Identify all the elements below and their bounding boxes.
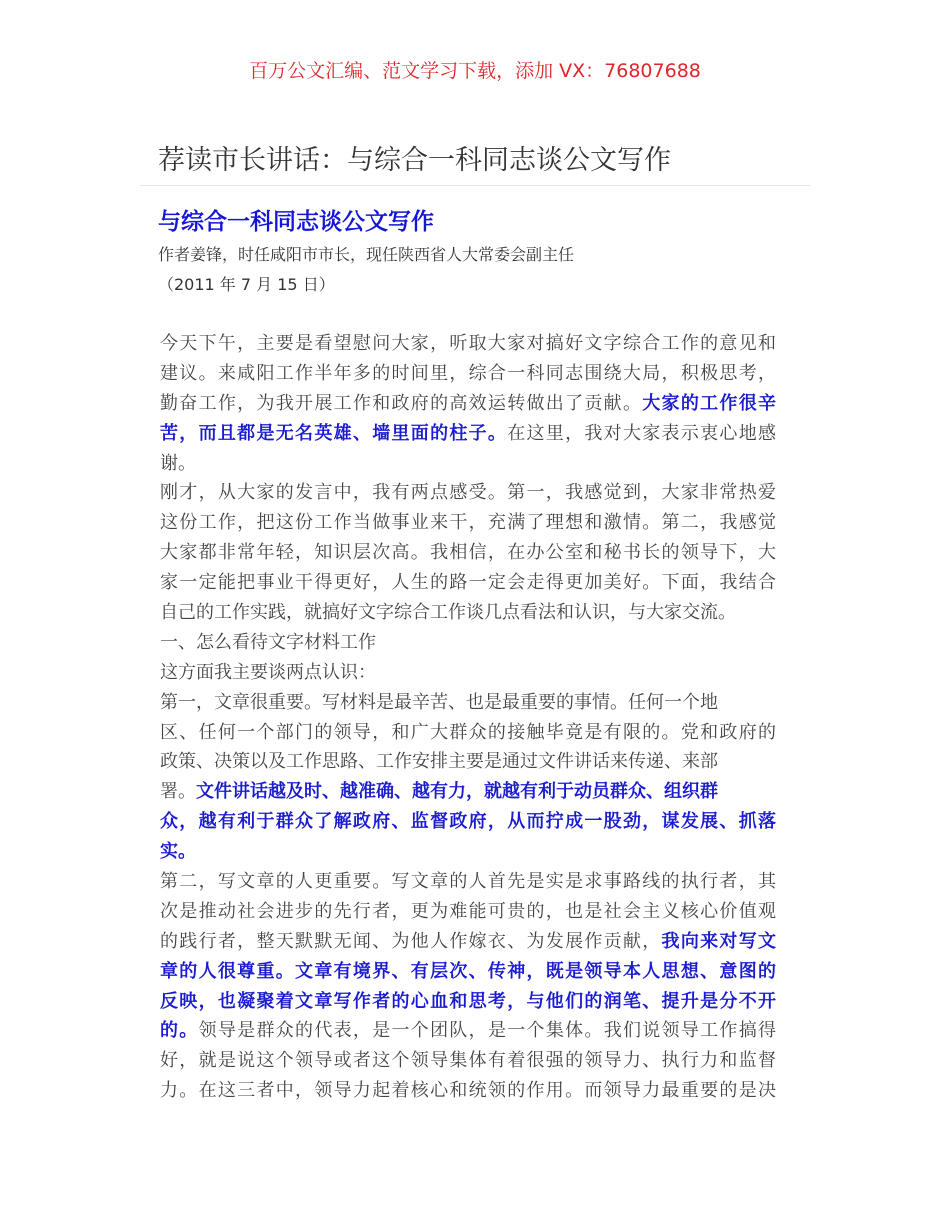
body-text: 建议。来咸阳工作半年多的时间里，综合一科同志围绕大局，积极思考， <box>160 362 776 384</box>
text-line <box>160 747 776 777</box>
emphasized-text: 我向来对写文 <box>661 930 776 952</box>
body-text: 领导是群众的代表，是一个团队，是一个集体。我们说领导工作搞得 <box>198 1020 777 1042</box>
body-text: 勤奋工作，为我开展工作和政府的高效运转做出了贡献。 <box>160 392 643 414</box>
text-line <box>160 568 776 598</box>
text-line <box>160 867 776 897</box>
text-line <box>160 807 776 837</box>
text-line <box>160 478 776 508</box>
emphasized-text: 文件讲话越及时、越准确、越有力，就越有利于动员群众、组织群 <box>196 781 718 803</box>
text-line <box>160 897 776 927</box>
text-line <box>160 927 776 957</box>
body-text: 力。在这三者中，领导力起着核心和统领的作用。而领导力最重要的是决 <box>160 1080 776 1102</box>
body-text: 谢。 <box>160 452 196 474</box>
body-text: 大家都非常年轻，知识层次高。我相信，在办公室和秘书长的领导下，大 <box>160 542 776 564</box>
text-line <box>160 837 776 867</box>
emphasized-text: 众，越有利于群众了解政府、监督政府，从而拧成一股劲，谋发展、抓落 <box>160 811 776 833</box>
text-line <box>160 957 776 987</box>
page-title: 荐读市长讲话：与综合一科同志谈公文写作 <box>158 145 671 176</box>
article-body <box>160 329 776 1106</box>
body-text: 好，就是说这个领导或者这个领导集体有着很强的领导力、执行力和监督 <box>160 1050 776 1072</box>
promo-banner: 百万公文汇编、范文学习下载，添加 VX：76807688 <box>249 60 701 82</box>
emphasized-text: 章的人很尊重。文章有境界、有层次、传神，既是领导本人思想、意图的 <box>160 960 776 982</box>
text-line <box>160 718 776 748</box>
title-divider <box>140 185 810 186</box>
text-line <box>160 1016 776 1046</box>
date-line: （2011 年 7 月 15 日） <box>158 275 335 294</box>
text-line <box>160 628 776 658</box>
body-text: 在这里，我对大家表示衷心地感 <box>507 422 777 444</box>
emphasized-text: 苦，而且都是无名英雄、墙里面的柱子。 <box>160 422 508 444</box>
text-line <box>160 538 776 568</box>
emphasized-text: 实。 <box>160 841 196 863</box>
body-text: 这方面我主要谈两点认识： <box>160 661 376 683</box>
text-line <box>160 359 776 389</box>
body-text: 刚才，从大家的发言中，我有两点感受。第一，我感觉到，大家非常热爱 <box>160 482 776 504</box>
text-line <box>160 389 776 419</box>
text-line <box>160 329 776 359</box>
body-text: 政策、决策以及工作思路、工作安排主要是通过文件讲话来传递、来部 <box>160 751 718 773</box>
body-text: 的践行者，整天默默无闻、为他人作嫁衣、为发展作贡献， <box>160 930 662 952</box>
text-line <box>160 1046 776 1076</box>
text-line <box>160 449 776 479</box>
body-text: 第二，写文章的人更重要。写文章的人首先是实是求事路线的执行者，其 <box>160 871 776 893</box>
emphasized-text: 大家的工作很辛 <box>642 392 777 414</box>
emphasized-text: 反映，也凝聚着文章写作者的心血和思考，与他们的润笔、提升是分不开 <box>160 990 776 1012</box>
text-line <box>160 658 776 688</box>
body-text: 自己的工作实践，就搞好文字综合工作谈几点看法和认识，与大家交流。 <box>160 602 736 624</box>
body-text: 家一定能把事业干得更好，人生的路一定会走得更加美好。下面，我结合 <box>160 572 776 594</box>
text-line <box>160 508 776 538</box>
author-line: 作者姜锋，时任咸阳市市长，现任陕西省人大常委会副主任 <box>158 245 575 264</box>
text-line <box>160 688 776 718</box>
body-text: 第一，文章很重要。写材料是最辛苦、也是最重要的事情。任何一个地 <box>160 691 718 713</box>
text-line <box>160 1076 776 1106</box>
text-line <box>160 419 776 449</box>
text-line <box>160 777 776 807</box>
body-text: 署。 <box>160 781 196 803</box>
body-text: 这份工作，把这份工作当做事业来干，充满了理想和激情。第二，我感觉 <box>160 512 776 534</box>
body-text: 区、任何一个部门的领导，和广大群众的接触毕竟是有限的。党和政府的 <box>160 721 776 743</box>
body-text: 一、怎么看待文字材料工作 <box>160 631 376 653</box>
text-line <box>160 598 776 628</box>
body-text: 今天下午，主要是看望慰问大家，听取大家对搞好文字综合工作的意见和 <box>160 333 776 354</box>
text-line <box>160 987 776 1017</box>
article-heading: 与综合一科同志谈公文写作 <box>158 209 434 235</box>
body-text: 次是推动社会进步的先行者，更为难能可贵的，也是社会主义核心价值观 <box>160 900 776 922</box>
emphasized-text: 的。 <box>160 1020 199 1042</box>
